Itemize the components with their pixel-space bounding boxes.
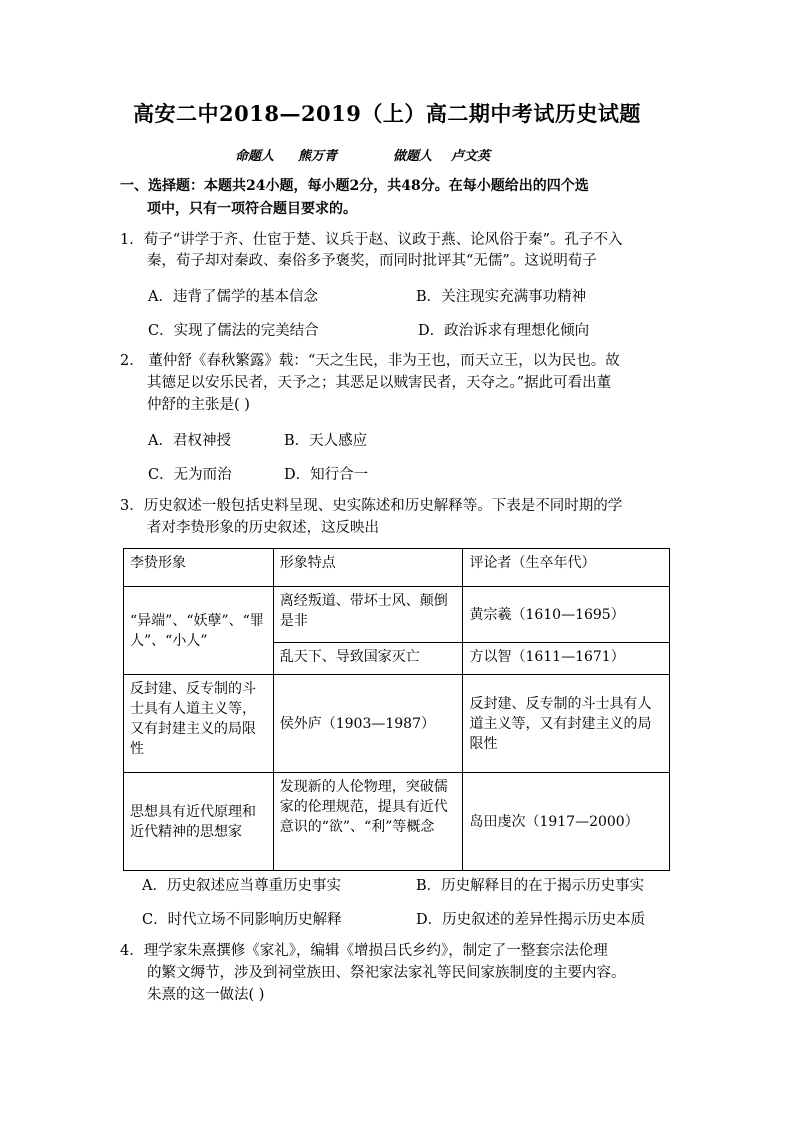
table-cell: 反封建、反专制的斗士具有人道主义等，又有封建主义的局限性 xyxy=(124,675,274,773)
table-cell: 发现新的人伦物理，突破儒家的伦理规范，提具有近代意识的“欲”、“利”等概念 xyxy=(273,773,463,871)
q1-option-b: B．关注现实充满事功精神 xyxy=(416,289,587,305)
setter-name: 熊万青 xyxy=(298,149,338,164)
table-cell: 方以智（1611—1671） xyxy=(463,643,670,675)
table-cell: 思想具有近代原理和近代精神的思想家 xyxy=(124,773,274,871)
q3-option-c: C．时代立场不同影响历史解释 xyxy=(142,912,342,928)
table-cell: 反封建、反专制的斗士具有人道主义等，又有封建主义的局限性 xyxy=(463,675,670,773)
q1-line-2: 秦，荀子却对秦政、秦俗多予褒奖，而同时批评其“无儒”。这说明荀子 xyxy=(147,253,597,269)
table-header-cell: 形象特点 xyxy=(273,549,463,587)
q3-line-1: 3．历史叙述一般包括史料呈现、史实陈述和历史解释等。下表是不同时期的学 xyxy=(120,498,623,514)
q1-option-c: C．实现了儒法的完美结合 xyxy=(148,323,319,339)
q4-line-3: 朱熹的这一做法( ) xyxy=(147,987,265,1003)
table-cell: “异端”、“妖孽”、“罪人”、“小人” xyxy=(124,587,274,675)
q2-option-b: B．天人感应 xyxy=(284,433,368,449)
q1-line-1: 1．荀子“讲学于齐、仕宦于楚、议兵于赵、议政于燕、论风俗于秦”。孔子不入 xyxy=(120,232,623,248)
solver-name: 卢文英 xyxy=(451,149,491,164)
q3-option-d: D．历史叙述的差异性揭示历史本质 xyxy=(416,912,646,928)
q2-line-2: 其德足以安乐民者，天予之；其恶足以贼害民者，天夺之。”据此可看出董 xyxy=(147,375,612,391)
q2-option-c: C．无为而治 xyxy=(148,467,232,483)
table-cell: 离经叛道、带坏士风、颠倒是非 xyxy=(273,587,463,643)
section-line-1: 一、选择题：本题共24小题，每小题2分，共48分。在每小题给出的四个选 xyxy=(120,178,589,194)
table-header-row xyxy=(124,549,670,587)
q3-option-b: B．历史解释目的在于揭示历史事实 xyxy=(416,878,645,894)
table-row xyxy=(124,773,670,871)
q2-option-a: A．君权神授 xyxy=(148,433,231,449)
q3-line-2: 者对李贽形象的历史叙述，这反映出 xyxy=(147,520,379,536)
history-table xyxy=(123,548,670,871)
q4-line-2: 的繁文缛节，涉及到祠堂族田、祭祀家法家礼等民间家族制度的主要内容。 xyxy=(147,965,626,981)
table-cell: 乱天下、导致国家灭亡 xyxy=(273,643,463,675)
table-cell: 岛田虔次（1917—2000） xyxy=(463,773,670,871)
table-row xyxy=(124,675,670,773)
q2-line-1: 2． 董仲舒《春秋繁露》载：“天之生民，非为王也，而天立王，以为民也。故 xyxy=(120,353,620,369)
q1-option-a: A．违背了儒学的基本信念 xyxy=(148,289,318,305)
q3-option-a: A．历史叙述应当尊重历史事实 xyxy=(142,878,341,894)
section-line-2: 项中，只有一项符合题目要求的。 xyxy=(147,201,357,217)
table-header-cell: 李贽形象 xyxy=(124,549,274,587)
table-header-cell: 评论者（生卒年代） xyxy=(463,549,670,587)
setter-label: 命题人 xyxy=(235,149,275,164)
q1-option-d: D．政治诉求有理想化倾向 xyxy=(418,323,590,339)
q2-option-d: D．知行合一 xyxy=(284,467,369,483)
table-cell: 黄宗羲（1610—1695） xyxy=(463,587,670,643)
table-row xyxy=(124,587,670,643)
table-cell: 侯外庐（1903—1987） xyxy=(273,675,463,773)
q4-line-1: 4．理学家朱熹撰修《家礼》，编辑《增损吕氏乡约》，制定了一整套宗法伦理 xyxy=(120,943,608,959)
solver-label: 做题人 xyxy=(393,149,433,164)
page-title: 高安二中2018—2019（上）高二期中考试历史试题 xyxy=(133,101,641,126)
q2-line-3: 仲舒的主张是( ) xyxy=(147,397,250,413)
